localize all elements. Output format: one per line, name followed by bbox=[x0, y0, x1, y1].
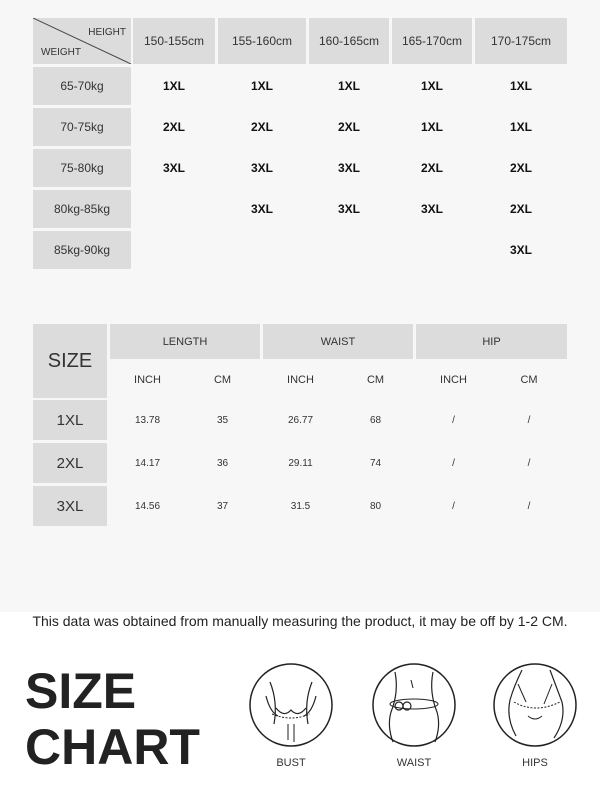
size-cell: 3XL bbox=[420, 202, 443, 216]
size-cell bbox=[133, 231, 215, 269]
measure-cell: 14.17 bbox=[134, 457, 161, 469]
size-row-label: 1XL bbox=[33, 400, 107, 440]
group-header-hip: HIP bbox=[416, 324, 567, 359]
col-header: 160-165cm bbox=[309, 18, 389, 64]
title-chart: CHART bbox=[25, 719, 200, 775]
corner-height-label: HEIGHT bbox=[88, 27, 126, 38]
group-header-waist: WAIST bbox=[263, 324, 413, 359]
hips-measure-icon bbox=[492, 662, 578, 748]
unit-header: INCH bbox=[134, 374, 161, 386]
size-cell: 3XL bbox=[250, 161, 273, 175]
measure-cell: 14.56 bbox=[134, 500, 161, 512]
measure-cell: 68 bbox=[369, 414, 382, 426]
measure-cell: 29.11 bbox=[288, 457, 313, 469]
unit-header: CM bbox=[520, 374, 538, 386]
size-cell: 2XL bbox=[509, 161, 532, 175]
size-header: SIZE bbox=[33, 324, 107, 398]
row-label: 80kg-85kg bbox=[33, 190, 131, 228]
size-cell: 2XL bbox=[162, 120, 185, 134]
size-cell bbox=[218, 231, 306, 269]
size-cell: 1XL bbox=[420, 120, 443, 134]
unit-header: CM bbox=[366, 374, 385, 386]
measure-cell: / bbox=[527, 457, 531, 469]
measure-cell: 37 bbox=[216, 500, 229, 512]
row-label: 75-80kg bbox=[33, 149, 131, 187]
measure-cell: / bbox=[527, 500, 531, 512]
size-cell: 1XL bbox=[509, 120, 532, 134]
col-header: 170-175cm bbox=[475, 18, 567, 64]
measure-cell: 74 bbox=[369, 457, 382, 469]
size-cell: 1XL bbox=[337, 79, 360, 93]
size-row-label: 2XL bbox=[33, 443, 107, 483]
measure-cell: 36 bbox=[216, 457, 229, 469]
size-cell bbox=[309, 231, 389, 269]
size-cell: 1XL bbox=[250, 79, 273, 93]
col-header: 150-155cm bbox=[133, 18, 215, 64]
size-cell: 3XL bbox=[162, 161, 185, 175]
size-cell: 3XL bbox=[337, 161, 360, 175]
row-label: 85kg-90kg bbox=[33, 231, 131, 269]
size-cell: 1XL bbox=[420, 79, 443, 93]
corner-cell bbox=[33, 18, 131, 64]
group-header-length: LENGTH bbox=[110, 324, 260, 359]
col-header: 165-170cm bbox=[392, 18, 472, 64]
size-cell bbox=[133, 190, 215, 228]
size-cell: 1XL bbox=[509, 79, 532, 93]
corner-weight-label: WEIGHT bbox=[41, 47, 81, 58]
size-cell: 2XL bbox=[420, 161, 443, 175]
title-size: SIZE bbox=[25, 663, 137, 719]
measure-cell: 35 bbox=[216, 414, 229, 426]
size-cell: 3XL bbox=[250, 202, 273, 216]
size-cell: 3XL bbox=[337, 202, 360, 216]
size-cell: 2XL bbox=[250, 120, 273, 134]
size-cell: 2XL bbox=[509, 202, 532, 216]
measure-cell: 26.77 bbox=[287, 414, 314, 426]
unit-header: CM bbox=[213, 374, 232, 386]
measure-cell: / bbox=[452, 457, 455, 469]
size-cell bbox=[392, 231, 472, 269]
size-cell: 3XL bbox=[509, 243, 532, 257]
col-header: 155-160cm bbox=[218, 18, 306, 64]
measure-cell: 31.5 bbox=[290, 500, 311, 512]
waist-label: WAIST bbox=[396, 757, 432, 769]
measure-cell: 13.78 bbox=[134, 414, 161, 426]
size-cell: 2XL bbox=[337, 120, 360, 134]
hips-label: HIPS bbox=[522, 757, 548, 769]
unit-header: INCH bbox=[287, 374, 314, 386]
waist-measure-icon bbox=[371, 662, 457, 748]
bust-label: BUST bbox=[276, 757, 306, 769]
measure-cell: 80 bbox=[369, 500, 382, 512]
size-cell: 1XL bbox=[162, 79, 185, 93]
measure-cell: / bbox=[452, 500, 455, 512]
bust-measure-icon bbox=[248, 662, 334, 748]
measurement-note: This data was obtained from manually measuring the product, it may be off by 1-2 CM. bbox=[32, 613, 568, 629]
unit-header: INCH bbox=[440, 374, 467, 386]
row-label: 70-75kg bbox=[33, 108, 131, 146]
size-row-label: 3XL bbox=[33, 486, 107, 526]
row-label: 65-70kg bbox=[33, 67, 131, 105]
measure-cell: / bbox=[527, 414, 531, 426]
measure-cell: / bbox=[452, 414, 455, 426]
